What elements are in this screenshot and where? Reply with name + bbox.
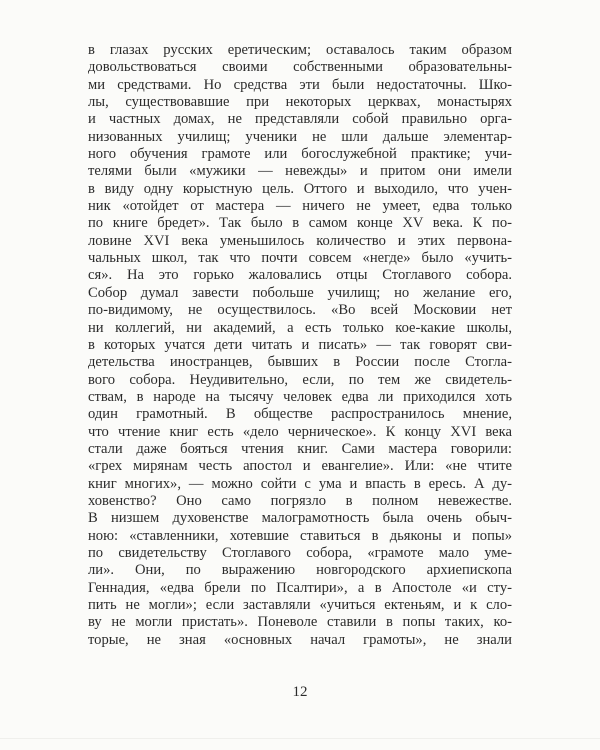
text-line: что чтение книг есть «дело черническое». К концу XVI века (88, 423, 512, 440)
text-line: вого собора. Неудивительно, если, по тем же свидетель- (88, 371, 512, 388)
text-line: ного обучения грамоте или богослужебной практике; учи- (88, 146, 512, 163)
page-number: 12 (292, 684, 308, 700)
text-line: ся». На это горько жаловались отцы Стоглавого собора. (88, 267, 512, 284)
text-line: ли». Они, по выражению новгородского архиепископа (88, 562, 512, 579)
text-line: лы, существовавшие при некоторых церквах, монастырях (88, 94, 512, 111)
text-line: по-видимому, не осуществилось. «Во всей Московии нет (88, 302, 512, 319)
text-line: по книге бредет». Так было в самом конце XV века. К по- (88, 215, 512, 232)
text-line: в которых учатся дети читать и писать» — так говорят сви- (88, 336, 512, 353)
text-line: книг многих», — можно сойти с ума и впасть в ересь. А ду- (88, 475, 512, 492)
text-line: ми средствами. Но средства эти были недостаточны. Шко- (88, 76, 512, 93)
text-line: В низшем духовенстве малограмотность была очень обыч- (88, 510, 512, 527)
text-line: один грамотный. В обществе распространилось мнение, (88, 406, 512, 423)
text-line: ник «отойдет от мастера — ничего не умеет, едва только (88, 198, 512, 215)
body-text (88, 42, 512, 649)
text-line: низованных училищ; ученики не шли дальше элементар- (88, 128, 512, 145)
text-line: детельства иностранцев, бывших в России после Стогла- (88, 354, 512, 371)
text-line: Собор думал завести побольше училищ; но желание его, (88, 284, 512, 301)
text-line: телями были «мужики — невежды» и притом они имели (88, 163, 512, 180)
text-line: ховенство? Оно само погрязло в полном невежестве. (88, 492, 512, 509)
text-line: чальных школ, так что почти совсем «негде» было «учить- (88, 250, 512, 267)
page-edge-divider (0, 738, 600, 739)
text-line: ною: «ставленники, хотевшие ставиться в дьяконы и попы» (88, 527, 512, 544)
text-line: пить не могли»; если заставляли «учиться ектеньям, и к сло- (88, 597, 512, 613)
text-line: стали даже бояться чтения книг. Сами мастера говорили: (88, 440, 512, 457)
text-line: ловине XVI века уменьшилось количество и этих первона- (88, 232, 512, 249)
text-line: торые, не зная «основных начал грамоты», не знали (88, 631, 512, 648)
text-line: и частных домах, не представляли собой правильно орга- (88, 111, 512, 128)
text-line: ву не могли пристать». Поневоле ставили в попы таких, ко- (88, 614, 512, 631)
text-line: Геннадия, «едва брели по Псалтири», а в Апостоле «и сту- (88, 579, 512, 596)
text-line: ствам, в народе на тысячу человек едва ли приходился хоть (88, 388, 512, 405)
text-line: «грех мирянам честь апостол и евангелие». Или: «не чтите (88, 458, 512, 475)
text-line: по свидетельству Стоглавого собора, «грамоте мало уме- (88, 544, 512, 561)
text-line: ни коллегий, ни академий, а есть только кое-какие школы, (88, 319, 512, 336)
text-line: довольствоваться своими собственными образовательны- (88, 59, 512, 76)
text-line: в виду одну корыстную цель. Оттого и выходило, что учен- (88, 180, 512, 197)
text-line: в глазах русских еретическим; оставалось таким образом (88, 42, 512, 58)
